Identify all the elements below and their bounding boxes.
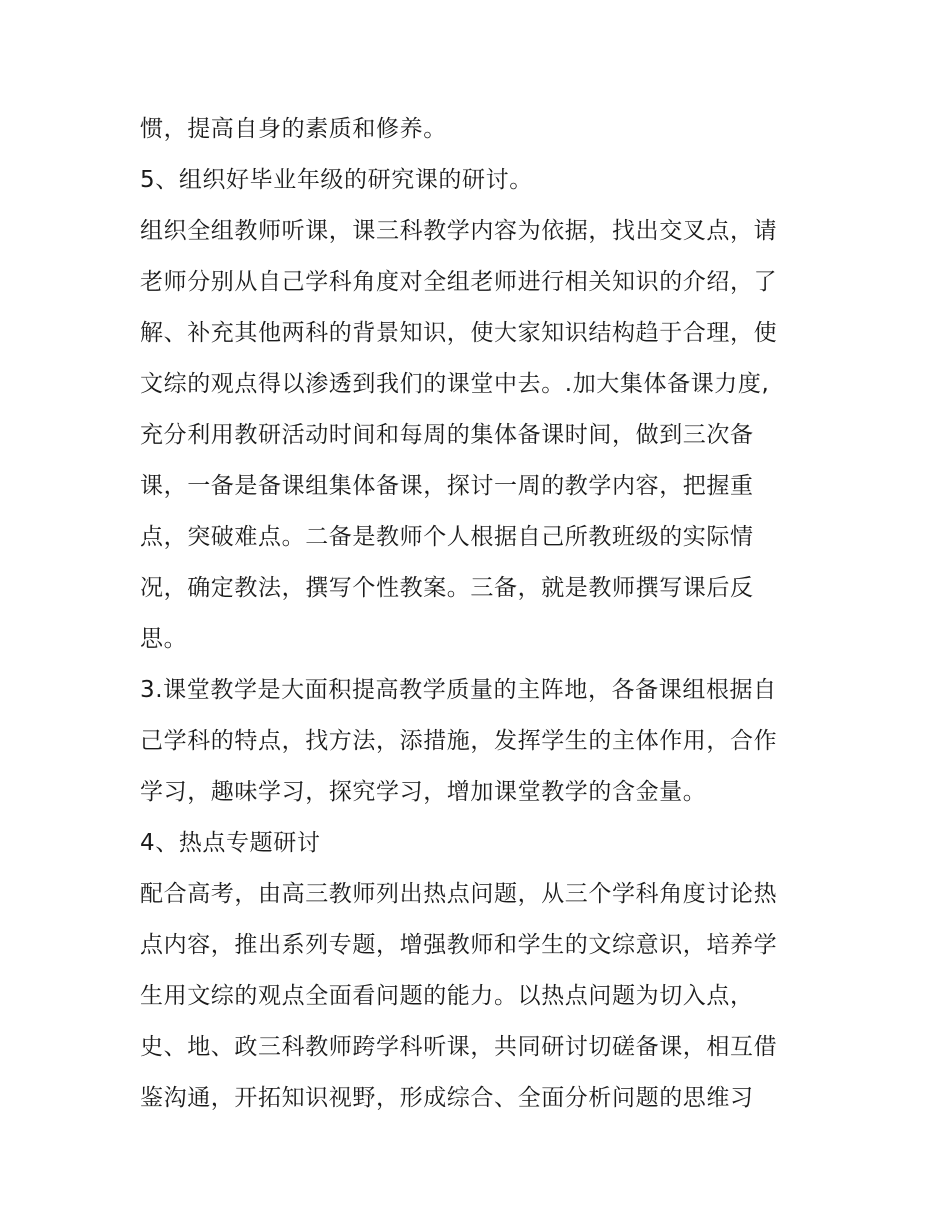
section-heading: 3.课堂教学是大面积提高教学质量的主阵地，各备课组根据自: [140, 677, 777, 703]
section-heading: 5、组织好毕业年级的研究课的研讨。: [140, 167, 533, 193]
text-line: 况，确定教法，撰写个性教案。三备，就是教师撰写课后反: [140, 575, 754, 601]
text-line: 文综的观点得以渗透到我们的课堂中去。.加大集体备课力度,: [140, 371, 770, 397]
text-line: 老师分别从自己学科角度对全组老师进行相关知识的介绍，了: [140, 269, 778, 295]
text-line: 充分利用教研活动时间和每周的集体备课时间，做到三次备: [140, 422, 754, 448]
text-line: 鉴沟通，开拓知识视野，形成综合、全面分析问题的思维习: [140, 1085, 754, 1111]
text-line: 惯，提高自身的素质和修养。: [140, 116, 447, 142]
text-line: 点，突破难点。二备是教师个人根据自己所教班级的实际情: [140, 524, 754, 550]
text-line: 史、地、政三科教师跨学科听课，共同研讨切磋备课，相互借: [140, 1034, 778, 1060]
text-line: 配合高考，由高三教师列出热点问题，从三个学科角度讨论热: [140, 881, 778, 907]
text-line: 组织全组教师听课，课三科教学内容为依据，找出交叉点，请: [140, 218, 778, 244]
text-line: 点内容，推出系列专题，增强教师和学生的文综意识，培养学: [140, 932, 778, 958]
text-line: 学习，趣味学习，探究学习，增加课堂教学的含金量。: [140, 779, 707, 805]
text-line: 解、补充其他两科的背景知识，使大家知识结构趋于合理，使: [140, 320, 778, 346]
text-line: 生用文综的观点全面看问题的能力。以热点问题为切入点，: [140, 983, 754, 1009]
section-heading: 4、热点专题研讨: [140, 830, 321, 856]
text-line: 己学科的特点，找方法，添措施，发挥学生的主体作用，合作: [140, 728, 778, 754]
text-line: 课，一备是备课组集体备课，探讨一周的教学内容，把握重: [140, 473, 754, 499]
document-body: [140, 104, 820, 1124]
text-line: 思。: [140, 626, 188, 652]
